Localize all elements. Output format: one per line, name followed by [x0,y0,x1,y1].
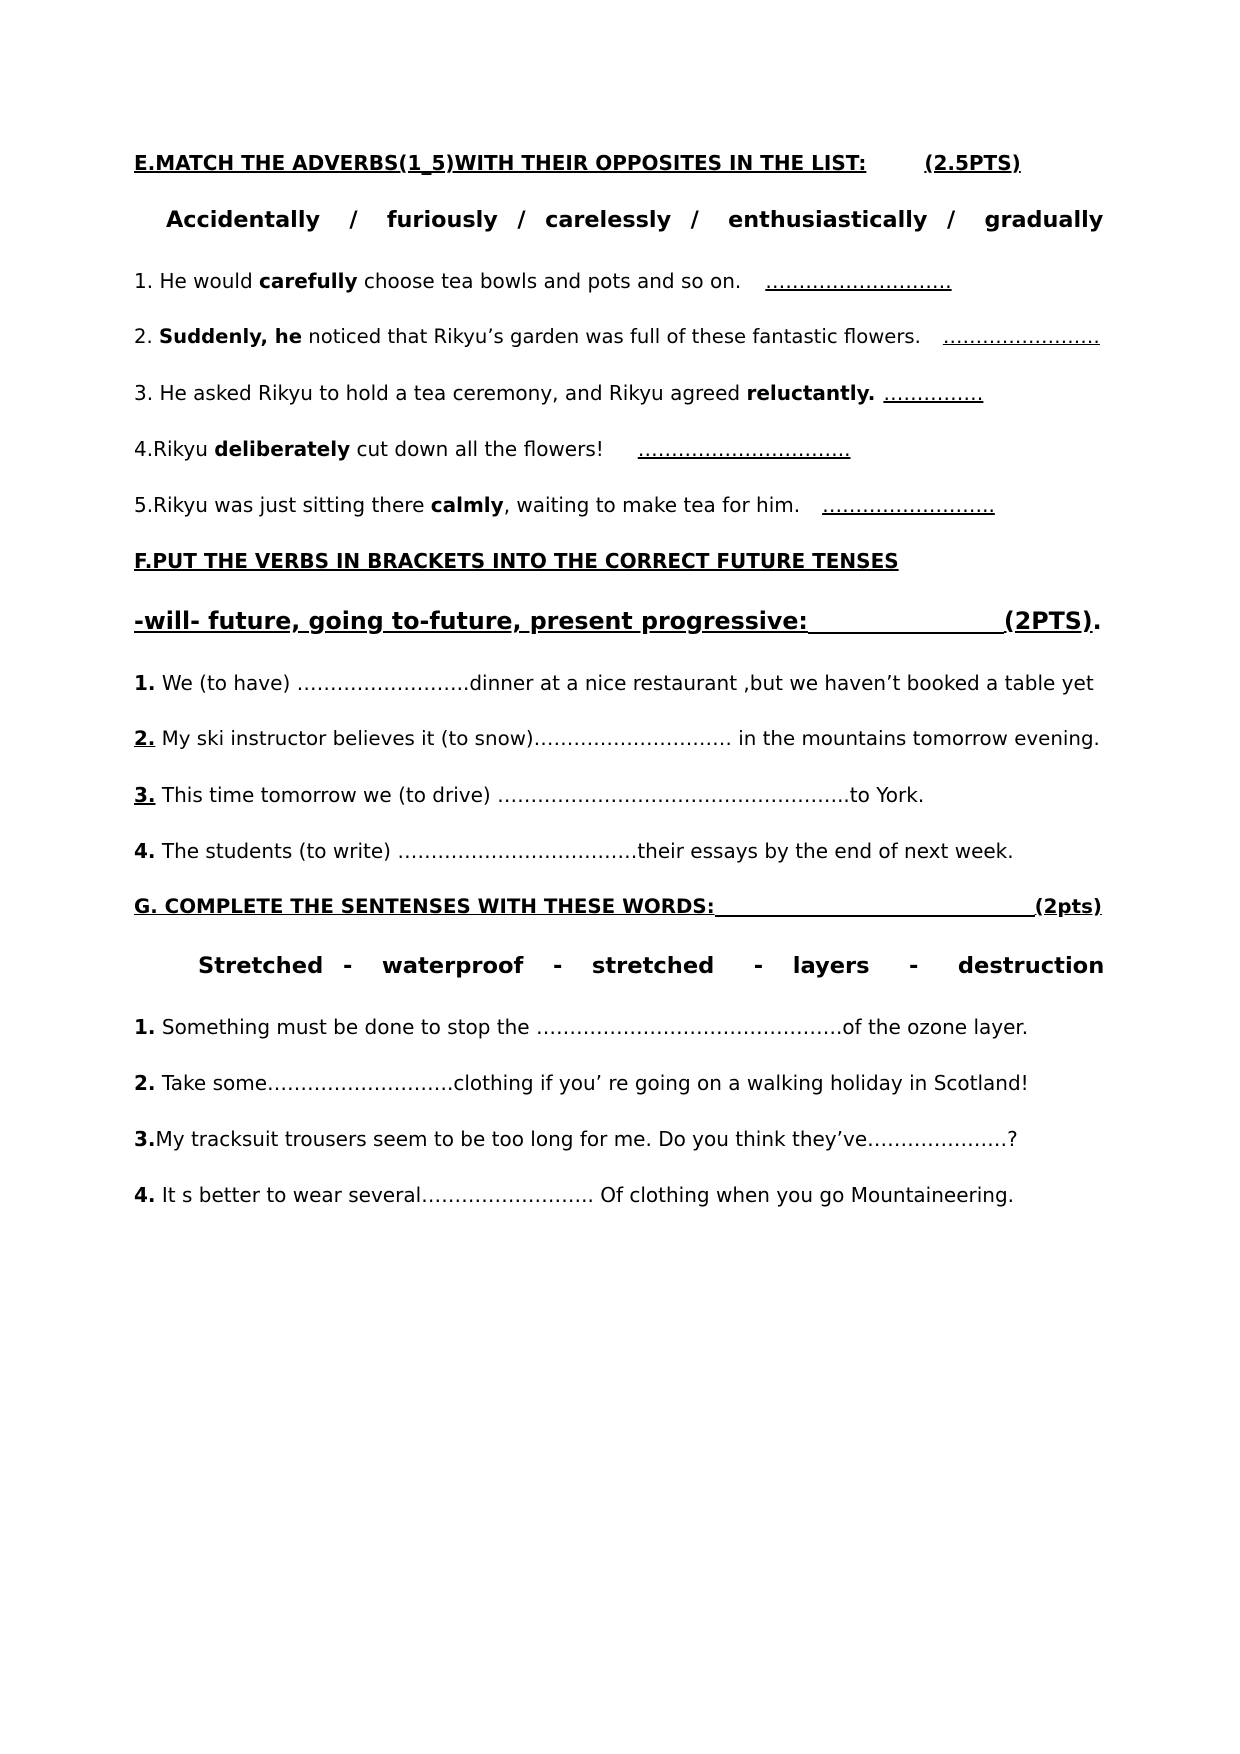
item-text: My tracksuit trousers seem to be too long for me. Do you think they’ve…………………? [155,1127,1018,1151]
item-text: choose tea bowls and pots and so on. [357,269,742,293]
section-e-points: (2.5PTS) [924,151,1021,175]
section-g-item-3 [134,1126,1018,1152]
answer-blank[interactable]: …………………… [942,325,1100,348]
item-text: 1. He would [134,269,260,293]
answer-blank[interactable]: ………………………. [765,269,952,293]
item-bold: calmly [430,493,504,517]
section-e-item-5 [134,492,995,518]
item-bold: deliberately [214,437,351,461]
answer-blank[interactable]: …………… [883,381,984,405]
item-bold: carefully [259,269,358,293]
section-e-item-3 [134,380,983,406]
section-g-item-2 [134,1070,1029,1096]
section-f-trail: . [1092,607,1102,635]
section-f-points: (2PTS) [1003,607,1093,635]
section-g-word-list: Stretched - waterproof - stretched - layers - destruction [198,953,1105,979]
answer-blank[interactable]: ………………………….. [637,437,851,461]
section-g-item-1 [134,1014,1028,1040]
section-g-item-4 [134,1182,1014,1208]
item-number: 2. [134,727,156,750]
section-e-item-1 [134,268,952,294]
item-text: We (to have) ……………………..dinner at a nice restaurant ,but we haven’t booked a table yet [155,671,1094,695]
item-text: My ski instructor believes it (to snow)………………………… in the mountains tomorrow evening. [155,727,1100,750]
item-bold: reluctantly. [746,381,876,405]
item-number: 2. [134,1071,156,1095]
item-text: 4.Rikyu [134,437,215,461]
item-text: 2. [134,325,159,348]
section-f-subheading-text: -will- future, going to-future, present progressive: [134,607,808,635]
section-e-heading [134,150,1021,176]
section-g-points: (2pts) [1034,895,1102,918]
item-text: 3. He asked Rikyu to hold a tea ceremony, and Rikyu agreed [134,381,747,405]
section-f-item-3 [134,782,924,808]
section-g-heading-text: G. COMPLETE THE SENTENSES WITH THESE WORDS: [134,895,715,918]
item-text: cut down all the flowers! [350,437,604,461]
item-text: , waiting to make tea for him. [503,493,801,517]
section-e-item-2 [134,324,1100,350]
item-text: 5.Rikyu was just sitting there [134,493,431,517]
item-number: 3. [134,783,156,807]
item-number: 3. [134,1127,156,1151]
item-text: The students (to write) ………………………………their essays by the end of next week. [155,839,1014,863]
section-f-item-1 [134,670,1094,696]
item-bold: Suddenly, he [158,325,303,348]
section-f-subheading [134,606,1102,636]
item-number: 1. [134,671,156,695]
section-f-item-4 [134,838,1014,864]
section-f-item-2 [134,726,1100,752]
item-number: 4. [134,1183,156,1207]
section-e-heading-text: E.MATCH THE ADVERBS(1_5)WITH THEIR OPPOSITES IN THE LIST: [134,151,867,175]
section-e-word-list: Accidentally / furiously / carelessly / enthusiastically / gradually [166,207,1104,233]
item-text: Something must be done to stop the ……………………………………….of the ozone layer. [155,1015,1029,1039]
answer-blank[interactable]: …………………….. [822,493,995,517]
item-number: 1. [134,1015,156,1039]
section-e-item-4 [134,436,850,462]
item-text: It s better to wear several…………………….. Of clothing when you go Mountaineering. [155,1183,1015,1207]
section-g-heading [134,894,1102,920]
section-f-heading: F.PUT THE VERBS IN BRACKETS INTO THE CORRECT FUTURE TENSES [134,549,899,573]
item-text: This time tomorrow we (to drive) ……………………………………………..to York. [155,783,925,807]
item-number: 4. [134,839,156,863]
item-text: noticed that Rikyu’s garden was full of these fantastic flowers. [302,325,921,348]
item-text: Take some……………………….clothing if you’ re going on a walking holiday in Scotland! [155,1071,1029,1095]
